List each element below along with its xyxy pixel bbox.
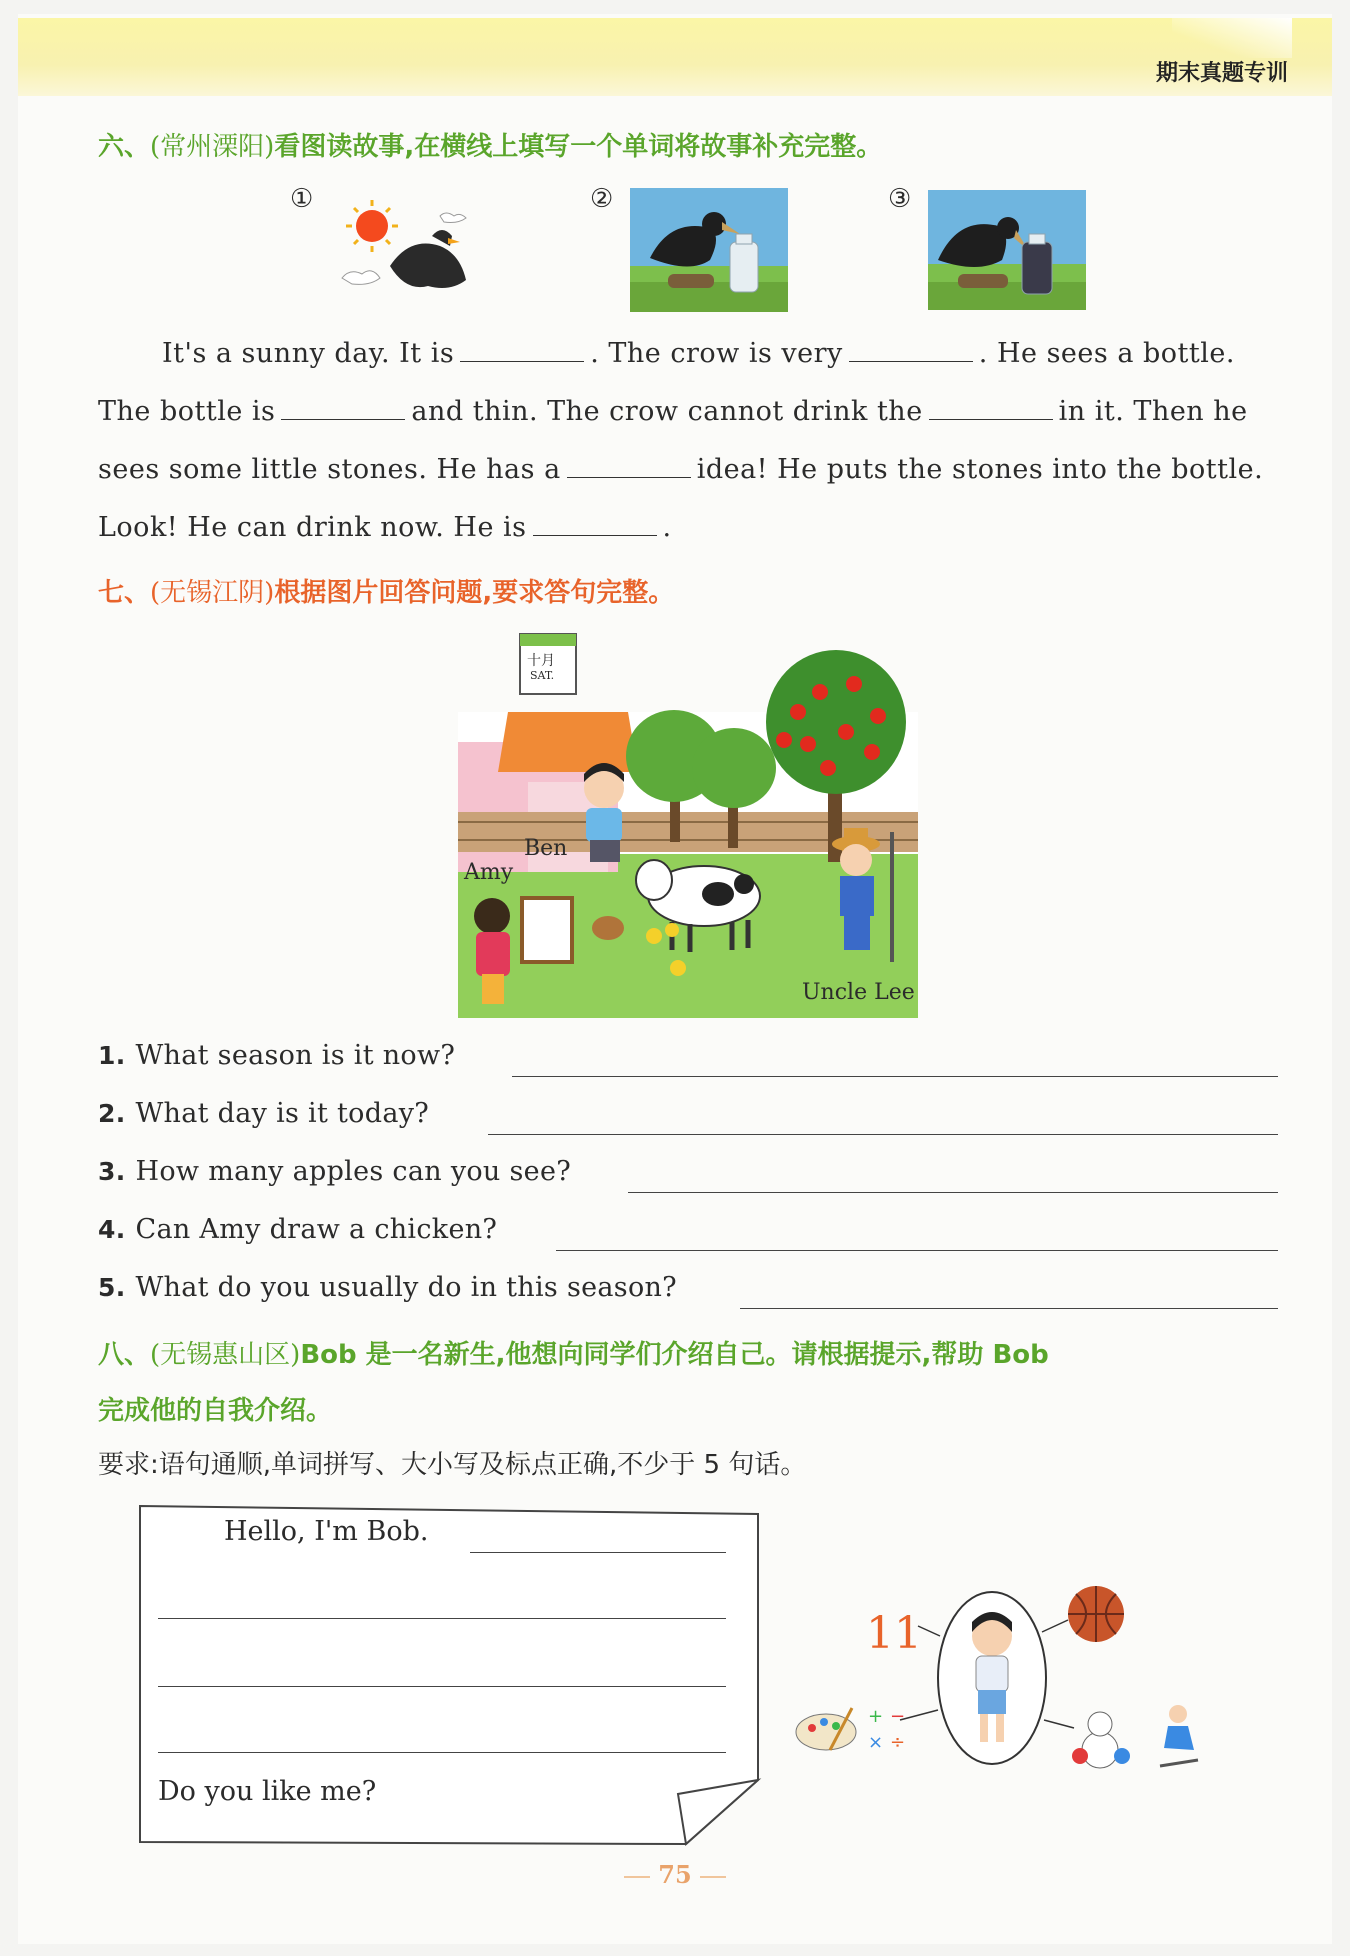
snowman-icon	[1072, 1712, 1130, 1768]
bob-illustration	[790, 1580, 1230, 1790]
times-sign: ×	[868, 1732, 884, 1753]
section8-number: 八、	[98, 1340, 151, 1370]
answer-line-3[interactable]	[628, 1192, 1278, 1193]
label-amy: Amy	[464, 860, 514, 885]
question-1: 1. What season is it now?	[98, 1040, 456, 1071]
section7-number: 七、	[98, 578, 151, 608]
crow-drinking-picture	[928, 190, 1086, 310]
writing-line-4[interactable]	[158, 1752, 726, 1753]
pic-label-2: ②	[590, 184, 614, 214]
question-2: 2. What day is it today?	[98, 1098, 430, 1129]
question-5: 5. What do you usually do in this season?	[98, 1272, 677, 1303]
section8-title	[98, 1334, 1049, 1371]
answer-line-1[interactable]	[512, 1076, 1278, 1077]
boy-ben-icon	[584, 763, 624, 862]
label-ben: Ben	[524, 836, 568, 861]
question-3: 3. How many apples can you see?	[98, 1156, 571, 1187]
crow-bottle-picture	[630, 188, 788, 312]
section7-source: (无锡江阴)	[150, 578, 275, 608]
answer-line-2[interactable]	[488, 1134, 1278, 1135]
blank-3[interactable]	[281, 398, 405, 420]
section7-title	[98, 572, 674, 609]
blank-5[interactable]	[567, 456, 691, 478]
blank-1[interactable]	[460, 340, 584, 362]
sun-icon	[346, 200, 398, 252]
writing-line-3[interactable]	[158, 1686, 726, 1687]
section8-instruction-1: Bob 是一名新生,他想向同学们介绍自己。请根据提示,帮助 Bob	[300, 1340, 1049, 1370]
box-start-text: Hello, I'm Bob.	[224, 1516, 429, 1547]
section8-source: (无锡惠山区)	[150, 1340, 301, 1370]
section8-requirement: 要求:语句通顺,单词拼写、大小写及标点正确,不少于 5 句话。	[98, 1450, 807, 1480]
header-title: 期末真题专训	[1155, 61, 1288, 86]
section6-instruction: 看图读故事,在横线上填写一个单词将故事补充完整。	[274, 132, 883, 162]
age-number: 11	[866, 1608, 922, 1659]
crow-sun-picture	[340, 196, 476, 300]
page-number: 75	[0, 1860, 1350, 1889]
question-4: 4. Can Amy draw a chicken?	[98, 1214, 498, 1245]
section6-number: 六、	[98, 132, 151, 162]
pic-label-3: ③	[888, 184, 912, 214]
section8-instruction-2: 完成他的自我介绍。	[98, 1396, 333, 1426]
box-end-text: Do you like me?	[158, 1776, 377, 1807]
skating-kid-icon	[1160, 1705, 1198, 1766]
bottle-icon	[1022, 234, 1052, 294]
section6-source: (常州溧阳)	[150, 132, 275, 162]
bottle-icon	[730, 234, 758, 292]
blank-2[interactable]	[849, 340, 973, 362]
writing-line-2[interactable]	[158, 1618, 726, 1619]
answer-line-5[interactable]	[740, 1308, 1278, 1309]
story-line-4: Look! He can drink now. He is .	[98, 512, 672, 543]
divide-sign: ÷	[890, 1732, 906, 1753]
label-uncle-lee: Uncle Lee	[802, 980, 915, 1005]
calendar-month: 十月	[527, 653, 555, 669]
section6-title	[98, 126, 882, 163]
section7-instruction: 根据图片回答问题,要求答句完整。	[274, 578, 675, 608]
crow-icon	[390, 230, 466, 288]
plus-sign: +	[868, 1706, 884, 1727]
story-line-2: The bottle is and thin. The crow cannot drink the in it. Then he	[98, 396, 1248, 427]
paint-palette-icon	[796, 1708, 856, 1750]
farm-picture	[458, 632, 918, 1018]
basketball-icon	[1068, 1586, 1124, 1642]
header-band	[18, 18, 1332, 96]
calendar-day: SAT.	[530, 669, 555, 682]
writing-line-1[interactable]	[470, 1552, 726, 1553]
blank-4[interactable]	[929, 398, 1053, 420]
story-line-1: It's a sunny day. It is . The crow is very . He sees a bottle.	[162, 338, 1235, 369]
answer-line-4[interactable]	[556, 1250, 1278, 1251]
pic-label-1: ①	[290, 184, 314, 214]
blank-6[interactable]	[533, 514, 657, 536]
story-line-3: sees some little stones. He has a idea! He puts the stones into the bottle.	[98, 454, 1264, 485]
minus-sign: −	[890, 1706, 906, 1727]
